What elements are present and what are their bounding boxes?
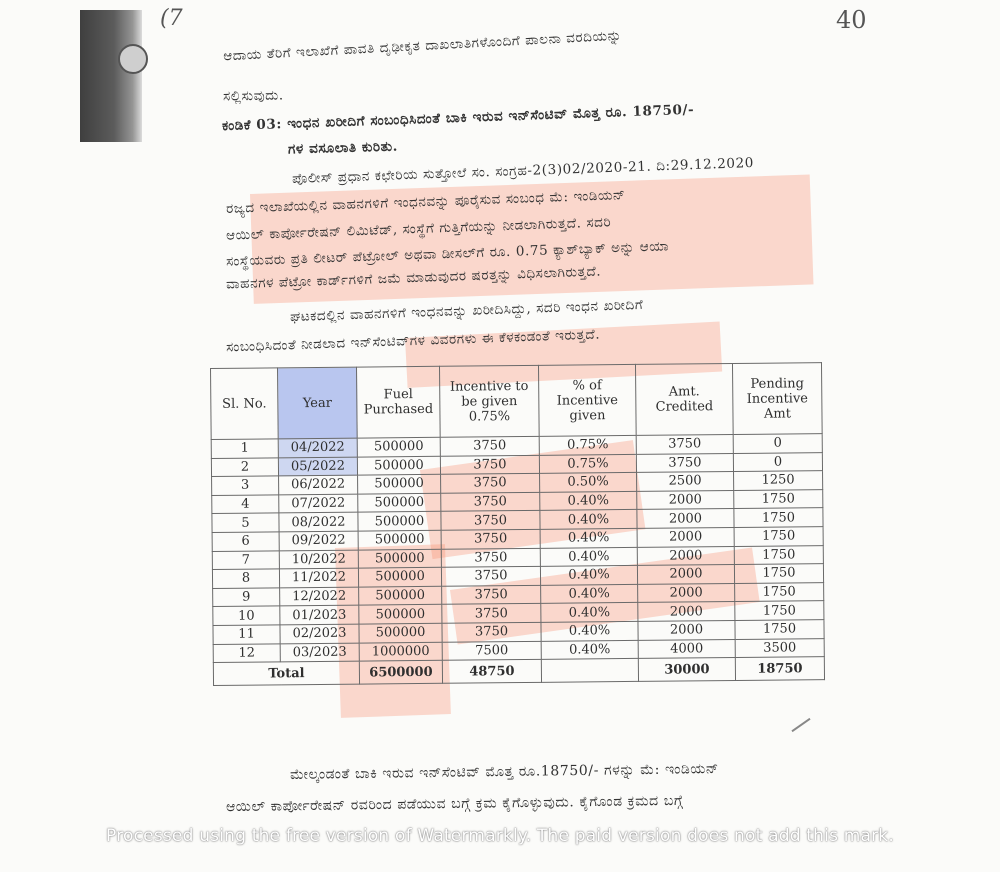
col-incentive-to-be-given: Incentive to be given 0.75% <box>439 365 539 437</box>
cell-pending: 1750 <box>734 564 823 583</box>
cell-credited: 2000 <box>637 527 734 547</box>
cell-fuel: 500000 <box>357 437 440 456</box>
cell-fuel: 500000 <box>358 474 441 493</box>
margin-note-left: (7 <box>160 6 183 31</box>
cell-incentive: 3750 <box>442 622 541 642</box>
cell-pct: 0.40% <box>541 603 638 623</box>
para1-line-5: ವಾಹನಗಳ ಪೆಟ್ರೋ ಕಾರ್ಡ್‌ಗಳಿಗೆ ಜಮೆ ಮಾಡುವುದರ ಷರತ್ತನ್ನು ವಿಧಿಸಲಾಗಿರುತ್ತದೆ. <box>225 263 602 293</box>
cell-pct: 0.40% <box>540 547 637 567</box>
table-header-row <box>211 363 823 440</box>
cell-fuel: 500000 <box>359 605 442 624</box>
cell-pending: 1750 <box>735 582 824 601</box>
cell-sl-no: 8 <box>212 569 279 588</box>
cell-sl-no: 10 <box>213 606 280 625</box>
cell-sl-no: 11 <box>213 625 280 644</box>
cell-credited: 2000 <box>637 509 734 529</box>
para1-line-3: ಆಯಿಲ್ ಕಾರ್ಪೋರೇಷನ್ ಲಿಮಿಟೆಡ್, ಸಂಸ್ಥೆಗೆ ಗುತ್ತಿಗೆಯನ್ನು ನೀಡಲಾಗಿರುತ್ತದೆ. ಸದರಿ <box>225 214 612 244</box>
cell-fuel: 500000 <box>358 512 441 531</box>
cell-fuel: 500000 <box>359 623 442 642</box>
cell-credited: 2000 <box>638 602 735 622</box>
cell-incentive: 3750 <box>441 529 540 549</box>
cell-pending: 1750 <box>734 489 823 508</box>
cell-pending: 0 <box>733 434 822 453</box>
cell-year: 07/2022 <box>279 494 358 513</box>
para1-line-1: ಪೊಲೀಸ್ ಪ್ರಧಾನ ಕಛೇರಿಯ ಸುತ್ತೋಲೆ ಸಂ. ಸಂಗ್ರಹ-2(3)02/2020-21. ದಿ:29.12.2020 <box>291 154 755 188</box>
total-pct <box>541 659 638 683</box>
cell-pct: 0.40% <box>540 528 637 548</box>
cell-fuel: 500000 <box>357 456 440 475</box>
cell-incentive: 3750 <box>440 436 539 456</box>
cell-sl-no: 5 <box>212 513 279 532</box>
cell-fuel: 1000000 <box>359 642 442 661</box>
cell-year: 04/2022 <box>278 438 357 457</box>
cell-pct: 0.40% <box>540 566 637 586</box>
watermark-text: Processed using the free version of Watermarkly. The paid version does not add this mark. <box>106 826 894 846</box>
cell-year: 02/2023 <box>280 624 359 643</box>
cell-sl-no: 7 <box>212 550 279 569</box>
total-pending: 18750 <box>735 657 824 681</box>
cell-sl-no: 12 <box>213 643 280 662</box>
cell-incentive: 3750 <box>442 585 541 605</box>
cell-incentive: 3750 <box>441 492 540 512</box>
cell-year: 03/2023 <box>280 643 359 662</box>
col-sl-no: Sl. No. <box>211 368 279 440</box>
cell-pending: 1750 <box>735 601 824 620</box>
col-fuel-purchased: Fuel Purchased <box>356 366 440 438</box>
cell-incentive: 3750 <box>441 566 540 586</box>
cell-credited: 2000 <box>637 546 734 566</box>
cell-incentive: 3750 <box>440 455 539 475</box>
binding-clip <box>80 10 142 142</box>
cell-pct: 0.40% <box>541 584 638 604</box>
cell-credited: 3750 <box>636 453 733 473</box>
col-pending-amt: Pending Incentive Amt <box>732 363 822 435</box>
cell-year: 01/2023 <box>280 605 359 624</box>
cell-fuel: 500000 <box>358 567 441 586</box>
cell-pending: 1250 <box>734 471 823 490</box>
cell-year: 09/2022 <box>279 531 358 550</box>
cell-pct: 0.40% <box>541 621 638 641</box>
table-total-row <box>213 657 824 686</box>
cell-pending: 0 <box>733 452 822 471</box>
binding-ring <box>118 44 148 74</box>
para1-line-4: ಸಂಸ್ಥೆಯವರು ಪ್ರತಿ ಲೀಟರ್ ಪೆಟ್ರೋಲ್ ಅಥವಾ ಡೀಸಲ್‌ಗೆ ರೂ. 0.75 ಕ್ಯಾಶ್‌ಬ್ಯಾಕ್ ಅನ್ನು ಆಯಾ <box>225 238 670 270</box>
cell-sl-no: 4 <box>212 495 279 514</box>
cell-fuel: 500000 <box>358 549 441 568</box>
cell-sl-no: 6 <box>212 532 279 551</box>
cell-pending: 1750 <box>734 545 823 564</box>
cell-credited: 3750 <box>636 434 733 454</box>
cell-year: 08/2022 <box>279 512 358 531</box>
cell-pct: 0.75% <box>539 454 636 474</box>
doc-line-1: ಆದಾಯ ತೆರಿಗೆ ಇಲಾಖೆಗೆ ಪಾವತಿ ದೃಢೀಕೃತ ದಾಖಲಾತಿಗಳೊಂದಿಗೆ ಪಾಲನಾ ವರದಿಯನ್ನು <box>222 27 623 65</box>
cell-fuel: 500000 <box>358 530 441 549</box>
para3-line-2: ಆಯಿಲ್ ಕಾರ್ಪೋರೇಷನ್ ರವರಿಂದ ಪಡೆಯುವ ಬಗ್ಗೆ ಕ್ರಮ ಕೈಗೊಳ್ಳುವುದು. ಕೈಗೊಂಡ ಕ್ರಮದ ಬಗ್ಗೆ <box>225 792 684 816</box>
item-heading-2: ಗಳ ವಸೂಲಾತಿ ಕುರಿತು. <box>287 138 399 158</box>
pen-mark <box>791 718 810 732</box>
cell-sl-no: 1 <box>211 439 278 458</box>
item-heading-1: ಕಂಡಿಕೆ 03: ಇಂಧನ ಖರೀದಿಗೆ ಸಂಬಂಧಿಸಿದಂತೆ ಬಾಕಿ ಇರುವ ಇನ್‌ಸೆಂಟಿವ್ ಮೊತ್ತ ರೂ. 18750/- <box>221 101 695 135</box>
cell-year: 05/2022 <box>278 457 357 476</box>
page-number-note: 40 <box>836 6 867 34</box>
cell-pending: 1750 <box>734 508 823 527</box>
cell-incentive: 3750 <box>441 548 540 568</box>
cell-pct: 0.75% <box>539 435 636 455</box>
cell-incentive: 7500 <box>442 641 541 661</box>
cell-pct: 0.50% <box>540 473 637 493</box>
cell-year: 11/2022 <box>279 568 358 587</box>
para2-line-1: ಘಟಕದಲ್ಲಿನ ವಾಹನಗಳಿಗೆ ಇಂಧನವನ್ನು ಖರೀದಿಸಿದ್ದು, ಸದರಿ ಇಂಧನ ಖರೀದಿಗೆ <box>289 296 644 326</box>
cell-pending: 3500 <box>735 638 824 657</box>
total-fuel: 6500000 <box>359 660 442 684</box>
cell-sl-no: 3 <box>212 476 279 495</box>
cell-incentive: 3750 <box>441 511 540 531</box>
cell-credited: 2000 <box>638 583 735 603</box>
cell-incentive: 3750 <box>441 474 540 494</box>
cell-pending: 1750 <box>734 527 823 546</box>
total-incentive: 48750 <box>442 659 541 683</box>
col-amt-credited: Amt. Credited <box>635 363 733 435</box>
col-pct-incentive: % of Incentive given <box>538 364 636 436</box>
cell-credited: 2000 <box>637 490 734 510</box>
cell-sl-no: 2 <box>211 457 278 476</box>
cell-credited: 2000 <box>637 565 734 585</box>
para3-line-1: ಮೇಲ್ಕಂಡಂತೆ ಬಾಕಿ ಇರುವ ಇನ್‌ಸೆಂಟಿವ್ ಮೊತ್ತ ರೂ.18750/- ಗಳನ್ನು ಮೆ: ಇಂಡಿಯನ್ <box>289 761 719 783</box>
para2-line-2: ಸಂಬಂಧಿಸಿದಂತೆ ನೀಡಲಾದ ಇನ್‌ಸೆಂಟಿವ್‌ಗಳ ವಿವರಗಳು ಈ ಕೆಳಕಂಡಂತೆ ಇರುತ್ತದೆ. <box>225 326 601 356</box>
incentive-table <box>210 362 825 686</box>
cell-credited: 2000 <box>638 620 735 640</box>
cell-pct: 0.40% <box>540 510 637 530</box>
cell-year: 06/2022 <box>279 475 358 494</box>
cell-pct: 0.40% <box>541 640 638 660</box>
para1-line-2: ರಜ್ಯದ ಇಲಾಖೆಯಲ್ಲಿನ ವಾಹನಗಳಿಗೆ ಇಂಧನವನ್ನು ಪೂರೈಸುವ ಸಂಬಂಧ ಮೆ: ಇಂಡಿಯನ್ <box>225 187 626 217</box>
doc-line-2: ಸಲ್ಲಿಸುವುದು. <box>222 87 284 105</box>
cell-credited: 4000 <box>638 639 735 659</box>
cell-pct: 0.40% <box>540 491 637 511</box>
cell-fuel: 500000 <box>359 586 442 605</box>
cell-year: 12/2022 <box>280 587 359 606</box>
total-label: Total <box>213 661 359 685</box>
cell-year: 10/2022 <box>279 550 358 569</box>
cell-fuel: 500000 <box>358 493 441 512</box>
total-credited: 30000 <box>638 658 735 682</box>
cell-incentive: 3750 <box>442 604 541 624</box>
cell-pending: 1750 <box>735 620 824 639</box>
cell-credited: 2500 <box>637 472 734 492</box>
cell-sl-no: 9 <box>213 588 280 607</box>
col-year: Year <box>278 367 358 439</box>
